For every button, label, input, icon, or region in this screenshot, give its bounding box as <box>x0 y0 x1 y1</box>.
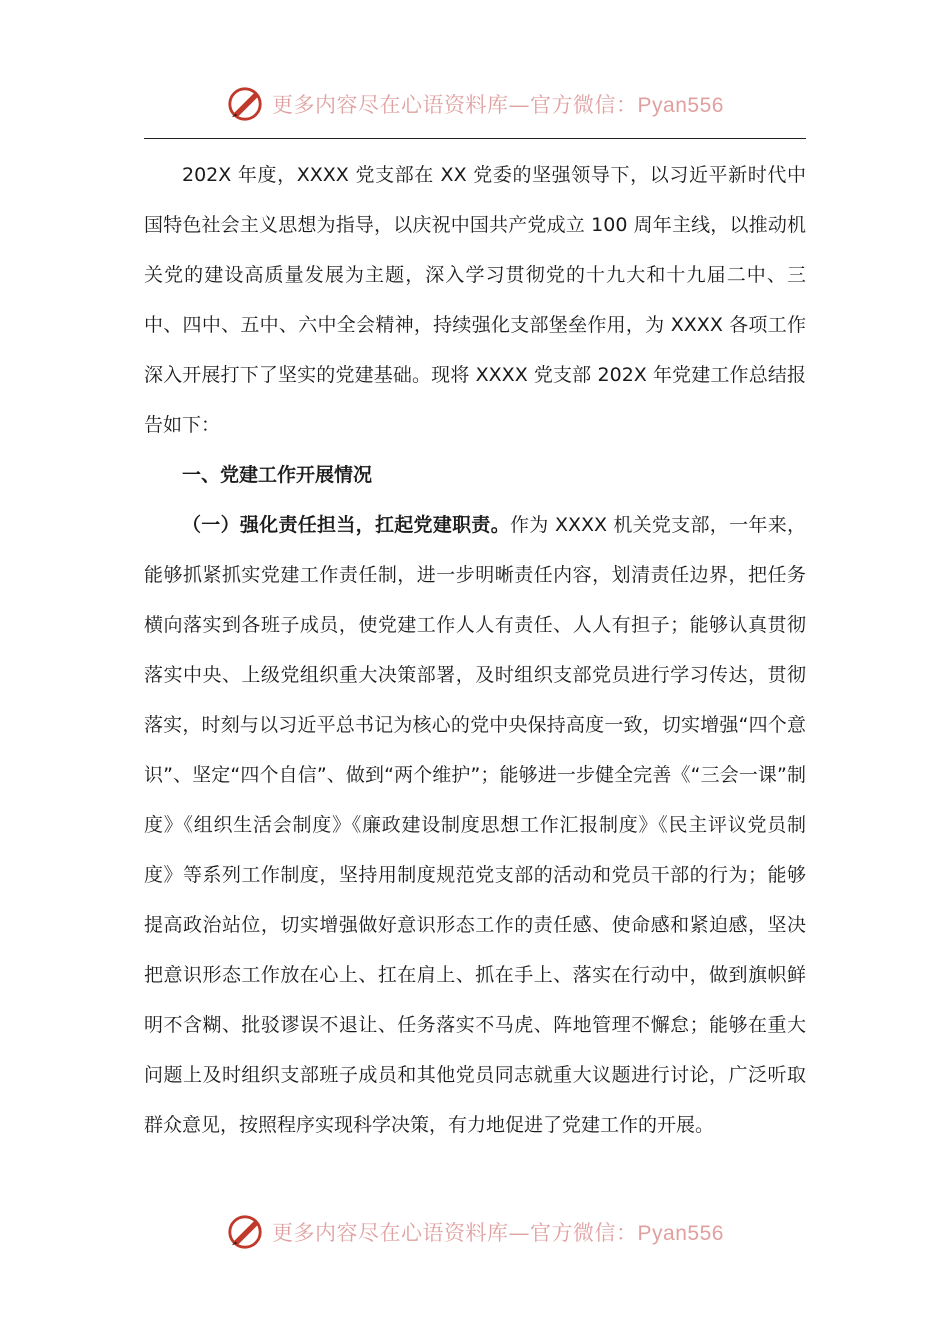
pen-logo-icon <box>226 85 264 123</box>
document-body <box>144 150 806 1150</box>
footer-banner-text <box>272 1217 724 1247</box>
header-banner-text <box>272 89 724 119</box>
footer-banner-id: Pyan556 <box>637 1222 724 1245</box>
section-heading: 一、党建工作开展情况 <box>182 464 373 486</box>
footer-banner <box>0 1210 950 1254</box>
header-banner-dash: — <box>508 93 531 117</box>
subsection-heading: （一）强化责任担当，扛起党建职责。 <box>182 514 511 536</box>
header-banner-main: 更多内容尽在心语资料库 <box>272 93 509 117</box>
header-banner-label: 官方微信： <box>530 93 638 117</box>
header-rule <box>144 138 806 139</box>
footer-banner-dash: — <box>508 1221 531 1245</box>
subsection-paragraph <box>144 500 806 1150</box>
intro-paragraph: 202X 年度，XXXX 党支部在 XX 党委的坚强领导下，以习近平新时代中国特色社会主义思想为指导，以庆祝中国共产党成立 100 周年主线，以推动机关党的建设高质量发展为主题，深入学习贯彻党的十九大和十九届二中、三中、四中、五中、六中全会精神，持续强化支部堡垒作用，为 XXXX 各项工作深入开展打下了坚实的党建基础。现将 XXXX 党支部 202X 年党建工作总结报告如下： <box>144 164 806 436</box>
subsection-text: 作为 XXXX 机关党支部，一年来，能够抓紧抓实党建工作责任制，进一步明晰责任内容，划清责任边界，把任务横向落实到各班子成员，使党建工作人人有责任、人人有担子；能够认真贯彻落实中央、上级党组织重大决策部署，及时组织支部党员进行学习传达，贯彻落实，时刻与以习近平总书记为核心的党中央保持高度一致，切实增强“四个意识”、坚定“四个自信”、做到“两个维护”；能够进一步健全完善《“三会一课”制度》《组织生活会制度》《廉政建设制度思想工作汇报制度》《民主评议党员制度》等系列工作制度，坚持用制度规范党支部的活动和党员干部的行为；能够提高政治站位，切实增强做好意识形态工作的责任感、使命感和紧迫感，坚决把意识形态工作放在心上、扛在肩上、抓在手上、落实在行动中，做到旗帜鲜明不含糊、批驳谬误不退让、任务落实不马虎、阵地管理不懈怠；能够在重大问题上及时组织支部班子成员和其他党员同志就重大议题进行讨论，广泛听取群众意见，按照程序实现科学决策，有力地促进了党建工作的开展。 <box>144 514 806 1136</box>
header-banner <box>0 82 950 126</box>
header-banner-id: Pyan556 <box>637 94 724 117</box>
pen-logo-icon <box>226 1213 264 1251</box>
footer-banner-main: 更多内容尽在心语资料库 <box>272 1221 509 1245</box>
footer-banner-label: 官方微信： <box>530 1221 638 1245</box>
